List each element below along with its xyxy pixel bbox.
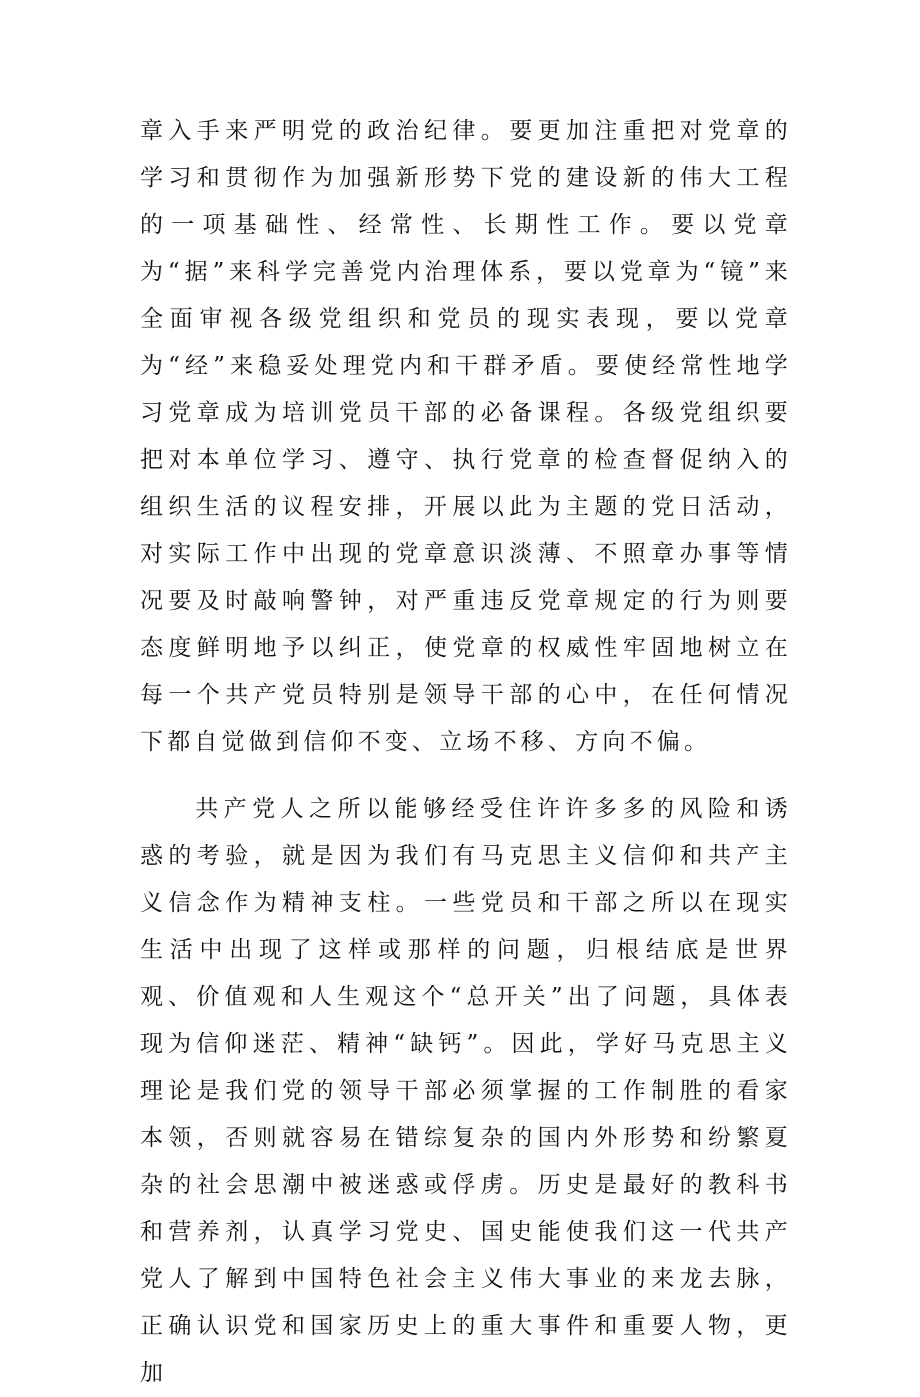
paragraph-2: 共产党人之所以能够经受住许许多多的风险和诱惑的考验，就是因为我们有马克思主义信仰和共产主义信念作为精神支柱。一些党员和干部之所以在现实生活中出现了这样或那样的问题，归根结底是世界观、价值观和人生观这个“总开关”出了问题，具体表现为信仰迷茫、精神“缺钙”。因此，学好马克思主义理论是我们党的领导干部必须掌握的工作制胜的看家本领，否则就容易在错综复杂的国内外形势和纷繁夏杂的社会思潮中被迷惑或俘虏。历史是最好的教科书和营养剂，认真学习党史、国史能使我们这一代共产党人了解到中国特色社会主义伟大事业的来龙去脉，正确认识党和国家历史上的重大事件和重要人物，更加 — [140, 796, 792, 1386]
paragraph-1: 章入手来严明党的政治纪律。要更加注重把对党章的学习和贯彻作为加强新形势下党的建设新的伟大工程的一项基础性、经常性、长期性工作。要以党章为“据”来科学完善党内治理体系，要以党章为“镜”来全面审视各级党组织和党员的现实表现，要以党章为“经”来稳妥处理党内和干群矛盾。要使经常性地学习党章成为培训党员干部的必备课程。各级党组织要把对本单位学习、遵守、执行党章的检查督促纳入的组织生活的议程安排，开展以此为主题的党日活动，对实际工作中出现的党章意识淡薄、不照章办事等情况要及时敲响警钟，对严重违反党章规定的行为则要态度鲜明地予以纠正，使党章的权威性牢固地树立在每一个共产党员特别是领导干部的心中，在任何情况下都自觉做到信仰不变、立场不移、方向不偏。 — [140, 118, 792, 755]
document-page — [140, 108, 792, 1397]
